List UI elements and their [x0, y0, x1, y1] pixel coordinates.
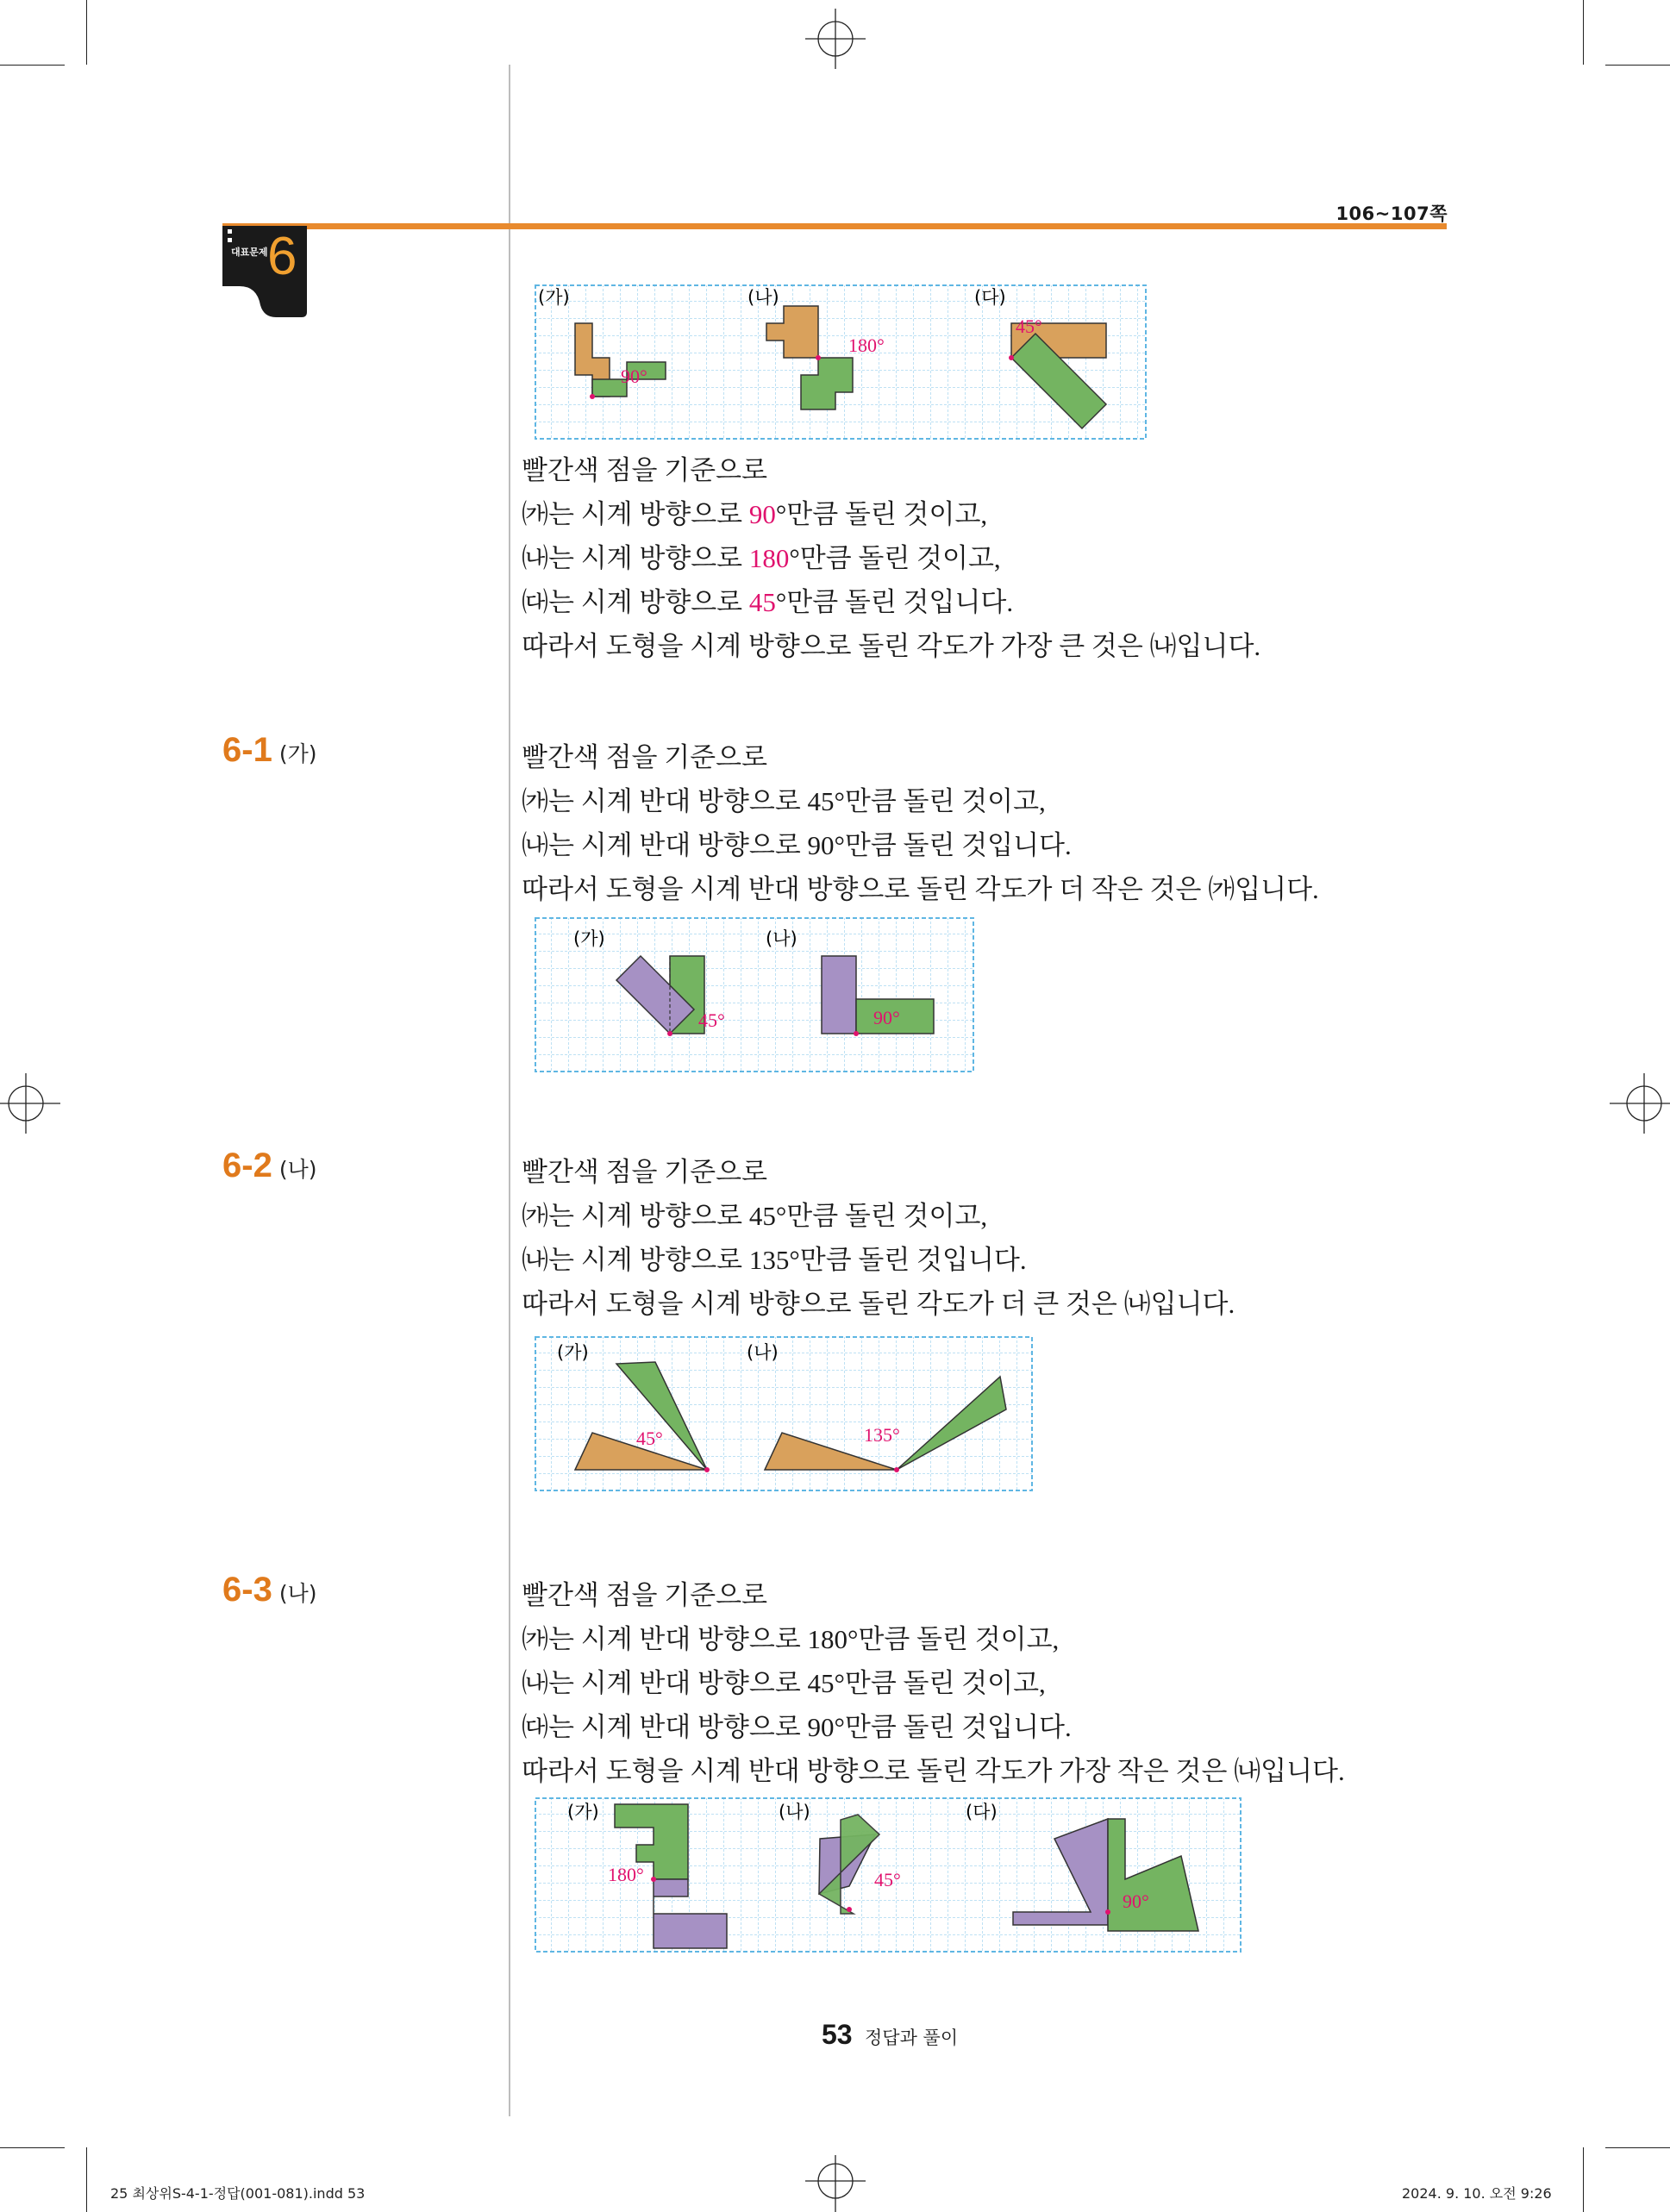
pivot-point — [894, 1467, 899, 1472]
slug-right: 2024. 9. 10. 오전 9:26 — [1402, 2185, 1552, 2202]
figure-label: (가) — [538, 287, 570, 308]
question-answer: (나) — [278, 1581, 317, 1606]
slug-left: 25 최상위S-4-1-정답(001-081).indd 53 — [110, 2185, 366, 2202]
figure-label: (나) — [747, 1342, 779, 1363]
original-shape — [822, 956, 856, 1034]
intro-explanation — [522, 448, 1260, 668]
figure-label: (가) — [573, 928, 605, 949]
crop-mark — [1605, 2147, 1670, 2148]
q2-explanation — [522, 1150, 1235, 1326]
text-line: 빨간색 점을 기준으로 — [522, 1157, 768, 1187]
footer-label: 정답과 풀이 — [865, 2028, 959, 2048]
q1-figure — [535, 917, 974, 1072]
figure-label: (나) — [747, 287, 779, 308]
grid-figure — [535, 1336, 1033, 1491]
badge-number: 6 — [267, 227, 297, 286]
q2-figure — [535, 1336, 1033, 1491]
pivot-point — [651, 1877, 656, 1882]
angle-label: 90° — [1123, 1890, 1149, 1912]
angle-label: 45° — [636, 1428, 663, 1449]
pivot-point — [590, 394, 595, 399]
text-line: ㈏는 시계 방향으로 180°만큼 돌린 것이고, — [522, 543, 1001, 573]
grid-figure — [535, 1797, 1242, 1953]
crop-mark — [0, 65, 65, 66]
registration-mark-icon — [805, 9, 866, 69]
figure-label: (가) — [567, 1802, 599, 1822]
text-line: 따라서 도형을 시계 방향으로 돌린 각도가 가장 큰 것은 ㈏입니다. — [522, 631, 1261, 661]
text-line: ㈎는 시계 방향으로 90°만큼 돌린 것이고, — [522, 499, 988, 529]
figure-label: (나) — [766, 928, 797, 949]
angle-label: 45° — [874, 1869, 901, 1890]
text-line: ㈏는 시계 반대 방향으로 90°만큼 돌린 것입니다. — [522, 830, 1072, 860]
text-line: ㈎는 시계 방향으로 45°만큼 돌린 것이고, — [522, 1201, 988, 1231]
crop-mark — [1605, 65, 1670, 66]
page-spine — [509, 65, 510, 2116]
grid-figure — [535, 284, 1147, 440]
pivot-point — [704, 1467, 710, 1472]
text-line: 따라서 도형을 시계 반대 방향으로 돌린 각도가 더 작은 것은 ㈎입니다. — [522, 874, 1319, 904]
q3-explanation — [522, 1573, 1345, 1793]
page-range: 106~107쪽 — [1335, 203, 1448, 224]
pivot-point — [816, 355, 821, 360]
question-number: 6-2 (나) — [222, 1147, 317, 1184]
figure-label: (가) — [557, 1342, 589, 1363]
angle-label: 135° — [864, 1424, 900, 1446]
angle-label: 90° — [873, 1007, 900, 1028]
grid-figure — [535, 917, 974, 1072]
pivot-point — [847, 1907, 852, 1912]
figure-label: (다) — [974, 287, 1006, 308]
angle-label: 45° — [1016, 316, 1042, 337]
angle-label: 180° — [608, 1864, 644, 1885]
registration-mark-icon — [1610, 1073, 1670, 1134]
question-number: 6-1 (가) — [222, 731, 317, 769]
text-line: 빨간색 점을 기준으로 — [522, 742, 768, 772]
text-line: ㈏는 시계 방향으로 135°만큼 돌린 것입니다. — [522, 1245, 1027, 1275]
pivot-point — [854, 1031, 859, 1036]
angle-label: 45° — [698, 1009, 725, 1031]
figure-label: (나) — [779, 1802, 810, 1822]
text-line: ㈐는 시계 방향으로 45°만큼 돌린 것입니다. — [522, 587, 1014, 617]
intro-figure — [535, 284, 1147, 440]
text-line: 따라서 도형을 시계 반대 방향으로 돌린 각도가 가장 작은 것은 ㈏입니다. — [522, 1756, 1345, 1786]
pivot-point — [1105, 1909, 1110, 1915]
registration-mark-icon — [0, 1073, 60, 1134]
crop-mark — [0, 2147, 65, 2148]
crop-mark — [86, 0, 87, 65]
crop-mark — [1583, 2147, 1584, 2212]
pivot-point — [1009, 355, 1014, 360]
text-line: 빨간색 점을 기준으로 — [522, 455, 768, 485]
question-number: 6-3 (나) — [222, 1571, 317, 1609]
crop-mark — [86, 2147, 87, 2212]
text-line: ㈎는 시계 반대 방향으로 180°만큼 돌린 것이고, — [522, 1624, 1060, 1654]
pivot-point — [667, 1031, 672, 1036]
q3-figure — [535, 1797, 1242, 1953]
text-line: ㈏는 시계 반대 방향으로 45°만큼 돌린 것이고, — [522, 1668, 1046, 1698]
text-line: 빨간색 점을 기준으로 — [522, 1580, 768, 1610]
crop-mark — [1583, 0, 1584, 65]
question-answer: (나) — [278, 1157, 317, 1182]
section-badge — [222, 226, 307, 317]
angle-label: 90° — [621, 366, 647, 387]
header-rule — [222, 223, 1447, 229]
text-line: 따라서 도형을 시계 방향으로 돌린 각도가 더 큰 것은 ㈏입니다. — [522, 1289, 1235, 1319]
question-answer: (가) — [278, 741, 317, 766]
q1-explanation — [522, 735, 1319, 911]
badge-label: 대표문제 — [231, 247, 268, 258]
text-line: ㈎는 시계 반대 방향으로 45°만큼 돌린 것이고, — [522, 786, 1046, 816]
page-number: 53 — [822, 2019, 853, 2050]
text-line: ㈐는 시계 반대 방향으로 90°만큼 돌린 것입니다. — [522, 1712, 1072, 1742]
figure-label: (다) — [966, 1802, 998, 1822]
registration-mark-icon — [805, 2155, 866, 2212]
angle-label: 180° — [848, 334, 885, 356]
